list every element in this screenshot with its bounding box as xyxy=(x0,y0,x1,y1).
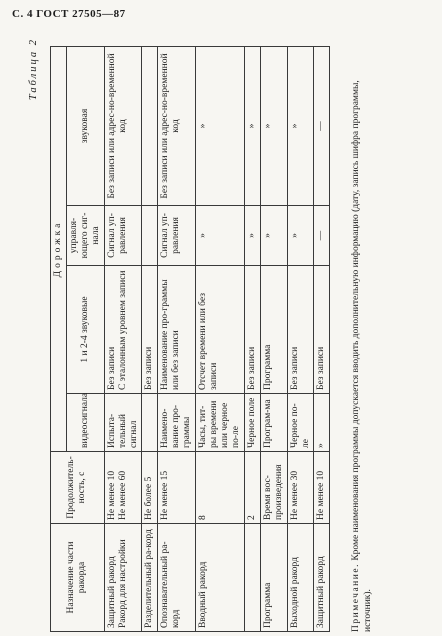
cell-control: » xyxy=(260,206,287,266)
cell-audio: Без записи xyxy=(142,266,158,394)
cell-sound: » xyxy=(287,47,314,206)
cell-part: Разделительный ра-корд xyxy=(142,524,158,632)
header-sound: звуковая xyxy=(66,47,104,206)
table-row xyxy=(244,47,260,632)
data-table xyxy=(50,46,330,632)
cell-part: Вводный ракорд xyxy=(196,524,245,632)
header-audio: 1 и 2-4 звуковые xyxy=(66,266,104,394)
cell-sound: — xyxy=(314,47,330,206)
cell-audio: Без записи xyxy=(287,266,314,394)
cell-part: Выходной ракорд xyxy=(287,524,314,632)
cell-duration: Не менее 10 xyxy=(314,452,330,524)
cell-control: » xyxy=(287,206,314,266)
cell-audio: Без записи xyxy=(244,266,260,394)
cell-part: Защитный ракорд Ракорд для настройки xyxy=(104,524,142,632)
cell-part: Программа xyxy=(260,524,287,632)
note-text: Кроме наименования программы допускается вводить дополнительную информацию (дату, запись шифра программы, источник). xyxy=(351,80,374,632)
table-body xyxy=(104,47,330,632)
cell-part: Защитный ракорд xyxy=(314,524,330,632)
table-row xyxy=(104,47,142,632)
cell-video: Програм-ма xyxy=(260,394,287,452)
cell-control: Сигнал уп-равления xyxy=(104,206,142,266)
table-note xyxy=(350,46,375,632)
cell-video: Испыта-тельный сигнал xyxy=(104,394,142,452)
cell-sound: » xyxy=(244,47,260,206)
cell-video: Черное поле xyxy=(244,394,260,452)
cell-duration: Время вос-произведения xyxy=(260,452,287,524)
header-row-1 xyxy=(51,47,67,632)
page-header: С. 4 ГОСТ 27505—87 xyxy=(12,8,126,20)
cell-audio: Программа xyxy=(260,266,287,394)
cell-duration: 8 xyxy=(196,452,245,524)
table-label: Таблица 2 xyxy=(28,38,39,101)
cell-sound: » xyxy=(196,47,245,206)
note-lead: Примечание. xyxy=(351,563,361,632)
cell-video: Часы, тит-ры времени или черное по-ле xyxy=(196,394,245,452)
cell-video: Наимено-вание про-граммы xyxy=(158,394,196,452)
cell-control: Сигнал уп-равления xyxy=(158,206,196,266)
cell-audio: Без записи С эталонным уровнем записи xyxy=(104,266,142,394)
header-control: управля-ющего сиг-нала xyxy=(66,206,104,266)
rotated-table-page xyxy=(28,32,380,632)
cell-audio: Отсчет времени или без записи xyxy=(196,266,245,394)
cell-part: Опознавательный ра-корд xyxy=(158,524,196,632)
header-duration: Продолжитель-ность, с xyxy=(51,452,105,524)
header-video: видеосигнала xyxy=(66,394,104,452)
table-row xyxy=(196,47,245,632)
cell-audio: Без записи xyxy=(314,266,330,394)
cell-sound: Без записи или адрес-но-временной код xyxy=(104,47,142,206)
cell-duration: Не менее 15 xyxy=(158,452,196,524)
table-row xyxy=(142,47,158,632)
cell-sound xyxy=(142,47,158,206)
cell-control: » xyxy=(196,206,245,266)
table-row xyxy=(314,47,330,632)
table-row xyxy=(158,47,196,632)
header-part-name: Назначение части ракорда xyxy=(51,524,105,632)
cell-control: » xyxy=(244,206,260,266)
cell-video xyxy=(142,394,158,452)
header-tracks-group: Дорожка xyxy=(51,47,67,452)
cell-sound: Без записи или адрес-но-временной код xyxy=(158,47,196,206)
table-row xyxy=(287,47,314,632)
cell-audio: Наименование про-граммы или без записи xyxy=(158,266,196,394)
cell-video: » xyxy=(314,394,330,452)
table-row xyxy=(260,47,287,632)
cell-duration: Не менее 10 Не менее 60 xyxy=(104,452,142,524)
cell-part xyxy=(244,524,260,632)
cell-video: Черное по-ле xyxy=(287,394,314,452)
cell-duration: Не менее 30 xyxy=(287,452,314,524)
cell-duration: Не более 5 xyxy=(142,452,158,524)
cell-duration: 2 xyxy=(244,452,260,524)
cell-sound: » xyxy=(260,47,287,206)
cell-control: — xyxy=(314,206,330,266)
cell-control xyxy=(142,206,158,266)
